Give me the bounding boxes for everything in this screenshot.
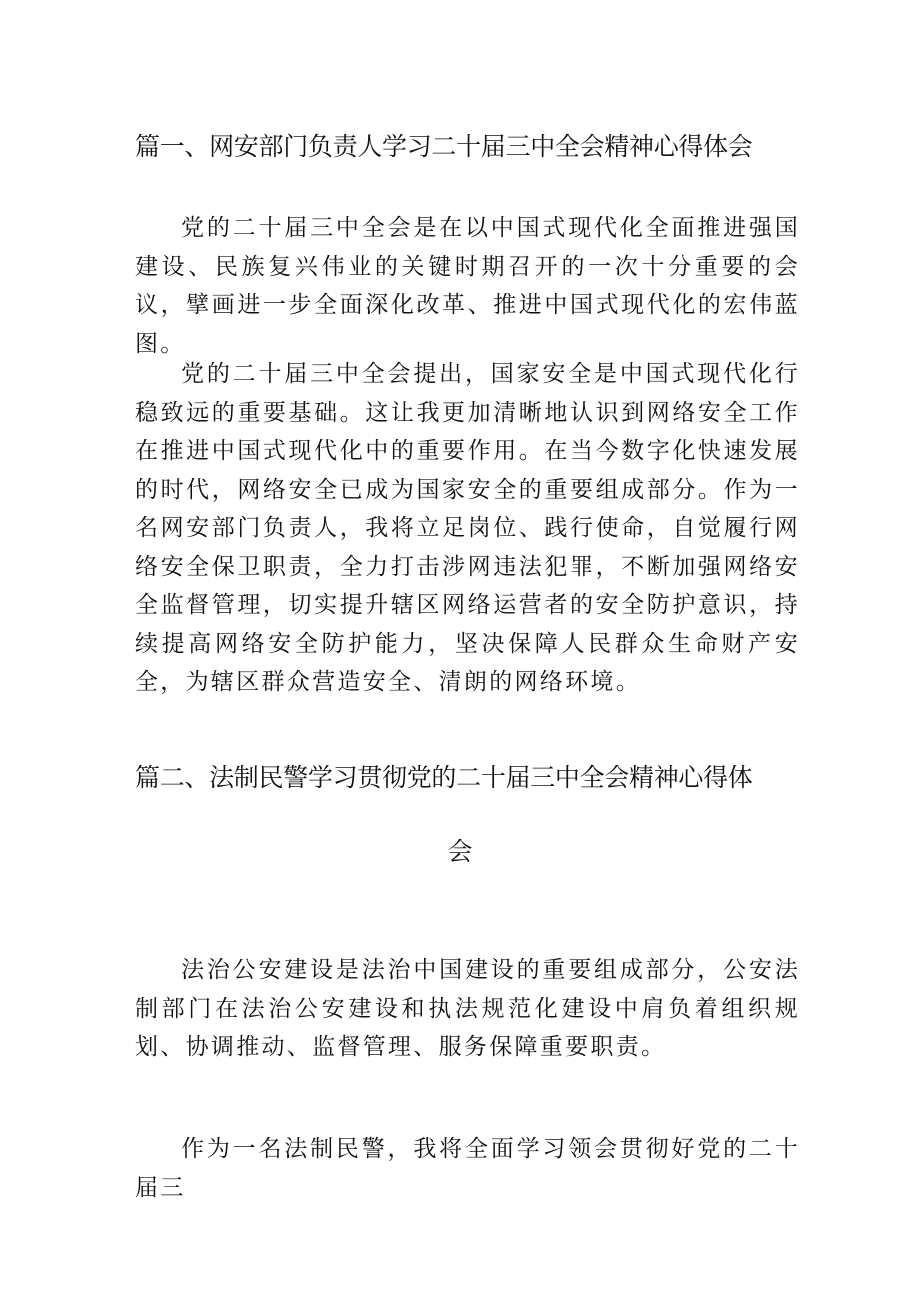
section2-title-line1: 篇二、法制民警学习贯彻党的二十届三中全会精神心得体 (135, 763, 753, 792)
section2-paragraph-1: 法治公安建设是法治中国建设的重要组成部分，公安法制部门在法治公安建设和执法规范化建设中肩负着组织规划、协调推动、监督管理、服务保障重要职责。 (135, 957, 800, 1060)
section1-paragraph-2: 党的二十届三中全会提出，国家安全是中国式现代化行稳致远的重要基础。这让我更加清晰地认识到网络安全工作在推进中国式现代化中的重要作用。在当今数字化快速发展的时代，网络安全已成为国家安全的重要组成部分。作为一名网安部门负责人，我将立足岗位、践行使命，自觉履行网络安全保卫职责，全力打击涉网违法犯罪，不断加强网络安全监督管理，切实提升辖区网络运营者的安全防护意识，持续提高网络安全防护能力，坚决保障人民群众生命财产安全，为辖区群众营造安全、清朗的网络环境。 (135, 361, 800, 695)
section2-paragraph-2: 作为一名法制民警，我将全面学习领会贯彻好党的二十届三 (135, 1136, 800, 1201)
section1-title: 篇一、网安部门负责人学习二十届三中全会精神心得体会 (135, 132, 753, 161)
section1-paragraph-1: 党的二十届三中全会是在以中国式现代化全面推进强国建设、民族复兴伟业的关键时期召开的一次十分重要的会议，擘画进一步全面深化改革、推进中国式现代化的宏伟蓝图。 (135, 215, 800, 357)
section2-title-line2: 会 (447, 837, 473, 866)
